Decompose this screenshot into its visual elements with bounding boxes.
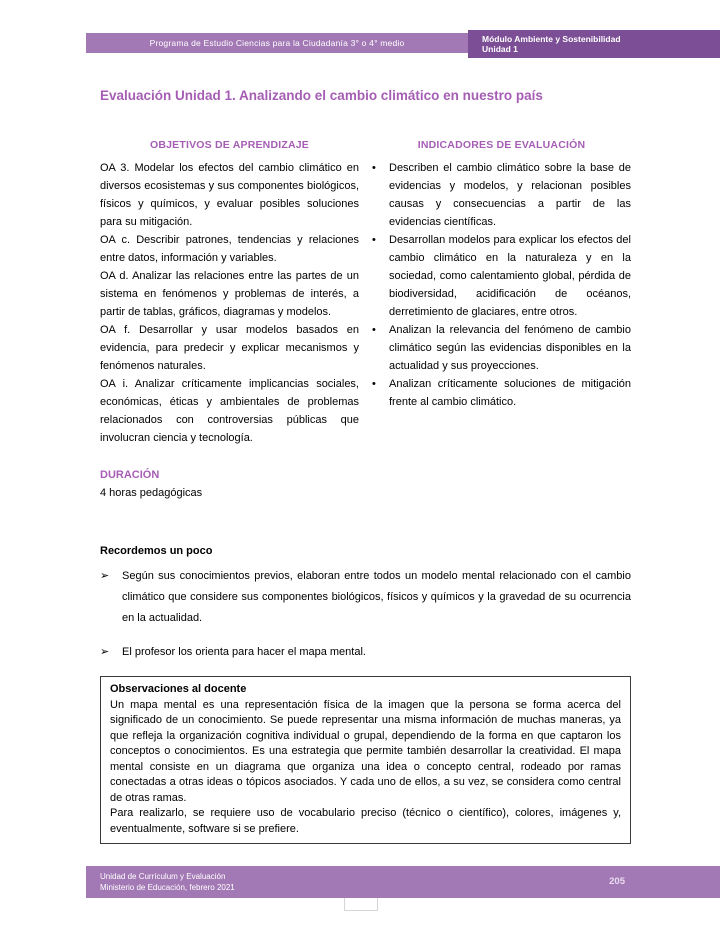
footer-bar — [86, 866, 720, 898]
recordemos-text: Según sus conocimientos previos, elaboran entre todos un modelo mental relacionado con el cambio climático que considere sus componentes biológicos, físicos y químicos y la gravedad de su ocurrencia en la actualidad. — [122, 570, 631, 624]
page-title: Evaluación Unidad 1. Analizando el cambio climático en nuestro país — [100, 88, 543, 103]
indicator-text: Analizan la relevancia del fenómeno de cambio climático según las evidencias disponibles en la actualidad y sus proyecciones. — [389, 324, 631, 372]
page-content — [100, 88, 631, 844]
objective-item: OA d. Analizar las relaciones entre las partes de un sistema en fenómenos y problemas de interés, a partir de tablas, gráficos, diagramas y modelos. — [100, 270, 359, 318]
observations-paragraph: Un mapa mental es una representación física de la imagen que la persona se forma acerca del significado de un conocimiento. Se puede representar una misma información de muchas maneras, ya que refleja la organización cognitiva individual o grupal, dependiendo de la forma en que captaron los conceptos o conocimientos. Es una estrategia que permite también desarrollar la creatividad. El mapa mental consiste en un diagrama que organiza una idea o concepto central, rodeado por ramas conectadas a otras ideas o tópicos asociados. Y cada uno de ellos, a su vez, se considera como central de otras ramas. — [110, 698, 621, 804]
footer-text — [86, 871, 235, 893]
recordemos-item — [100, 566, 631, 629]
objective-item: OA f. Desarrollar y usar modelos basados en evidencia, para predecir y explicar mecanismos y fenómenos naturales. — [100, 324, 359, 372]
duration-value: 4 horas pedagógicas — [100, 487, 203, 499]
two-column-section — [100, 139, 631, 447]
objectives-heading: OBJETIVOS DE APRENDIZAJE — [149, 139, 310, 151]
header-module-box — [468, 30, 720, 58]
header-unit-text: Unidad 1 — [482, 44, 518, 54]
indicators-column — [372, 139, 631, 447]
indicators-heading: INDICADORES DE EVALUACIÓN — [417, 139, 586, 151]
observations-box — [100, 676, 631, 844]
page-number: 205 — [609, 876, 625, 887]
footer-institution: Unidad de Currículum y Evaluación — [100, 872, 226, 881]
indicator-item — [372, 321, 631, 375]
header-module-text: Módulo Ambiente y Sostenibilidad — [482, 34, 621, 44]
recordemos-heading: Recordemos un poco — [100, 545, 213, 557]
bullet-icon: • — [372, 162, 376, 174]
indicator-item — [372, 375, 631, 411]
header-program-text: Programa de Estudio Ciencias para la Ciudadanía 3° o 4° medio — [149, 38, 405, 48]
header-program-bar — [86, 33, 468, 53]
objectives-column — [100, 139, 359, 447]
indicator-text: Describen el cambio climático sobre la base de evidencias y modelos, y relacionan posibles causas y consecuencias a partir de las evidencias científicas. — [389, 162, 631, 228]
indicator-item — [372, 159, 631, 231]
recordemos-text: El profesor los orienta para hacer el mapa mental. — [122, 646, 366, 658]
indicator-item — [372, 231, 631, 321]
observations-heading: Observaciones al docente — [110, 683, 247, 695]
bottom-tab-decoration — [344, 898, 378, 911]
arrow-bullet-icon: ➢ — [100, 646, 110, 658]
arrow-bullet-icon: ➢ — [100, 570, 110, 582]
objective-item: OA c. Describir patrones, tendencias y relaciones entre datos, información y variables. — [100, 234, 359, 264]
duration-heading: DURACIÓN — [100, 469, 160, 481]
bullet-icon: • — [372, 234, 376, 246]
bullet-icon: • — [372, 378, 376, 390]
indicator-text: Desarrollan modelos para explicar los efectos del cambio climático en la naturaleza y en la sociedad, como calentamiento global, pérdida de biodiversidad, acidificación de océanos, derretimiento de glaciares, entre otros. — [389, 234, 631, 318]
bullet-icon: • — [372, 324, 376, 336]
objective-item: OA 3. Modelar los efectos del cambio climático en diversos ecosistemas y sus componentes biológicos, físicos y químicos, y evaluar posibles soluciones para su mitigación. — [100, 162, 359, 228]
recordemos-item — [100, 642, 631, 663]
objective-item: OA i. Analizar críticamente implicancias sociales, económicas, éticas y ambientales de problemas relacionados con controversias públicas que involucran ciencia y tecnología. — [100, 378, 359, 444]
footer-date: Ministerio de Educación, febrero 2021 — [100, 883, 235, 892]
indicator-text: Analizan críticamente soluciones de mitigación frente al cambio climático. — [389, 378, 631, 408]
observations-paragraph: Para realizarlo, se requiere uso de vocabulario preciso (técnico o científico), colores, imágenes y, eventualmente, software si se prefiere. — [110, 807, 621, 835]
